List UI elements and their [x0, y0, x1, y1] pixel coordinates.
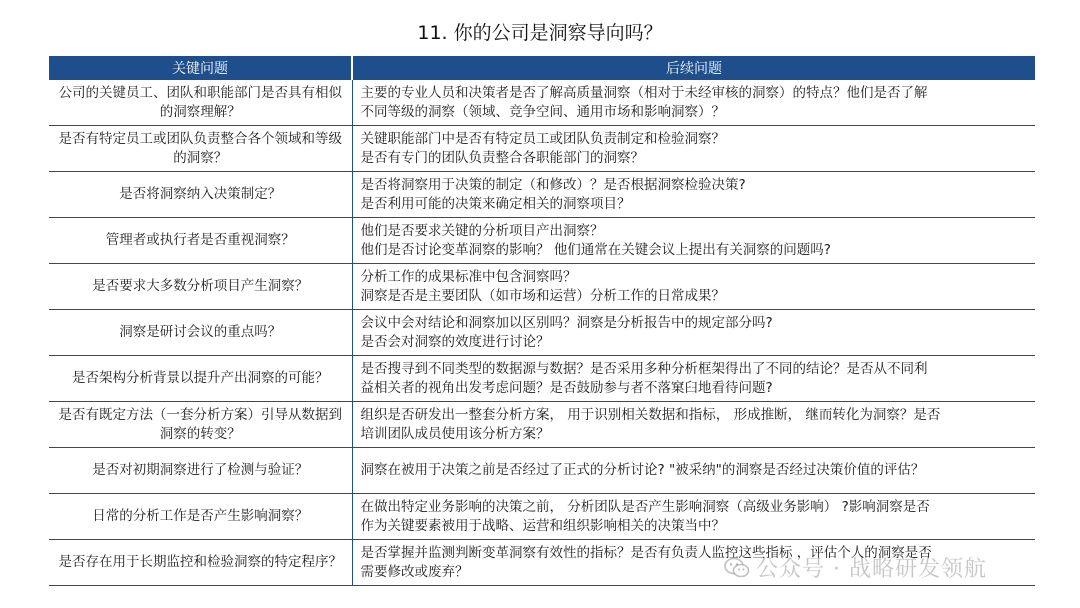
follow-up-cell	[352, 448, 1035, 494]
follow-up-line: 培训团队成员使用该分析方案？	[360, 425, 550, 442]
key-question-cell: 洞察是研讨会议的重点吗？	[49, 310, 352, 356]
follow-up-cell	[352, 310, 1035, 356]
follow-up-line: 是否会对洞察的效度进行讨论？	[360, 333, 550, 350]
follow-up-line: 分析工作的成果标准中包含洞察吗？	[360, 268, 577, 285]
follow-up-line: 他们是否要求关键的分析项目产出洞察？	[360, 222, 604, 239]
follow-up-cell	[352, 172, 1035, 218]
page-title: 11. 你的公司是洞察导向吗？	[417, 22, 663, 44]
follow-up-line: 会议中会对结论和洞察加以区别吗？洞察是分析报告中的规定部分吗?	[360, 314, 773, 331]
watermark	[724, 552, 987, 583]
follow-up-line: 作为关键要素被用于战略、运营和组织影响相关的决策当中？	[360, 517, 725, 534]
key-question-cell: 是否架构分析背景以提升产出洞察的可能？	[49, 356, 352, 402]
follow-up-cell	[352, 80, 1035, 126]
follow-up-cell	[352, 264, 1035, 310]
insight-question-table	[49, 56, 1035, 586]
follow-up-line: 不同等级的洞察（领域、竞争空间、通用市场和影响洞察）？	[360, 103, 725, 120]
table-row	[49, 402, 1035, 448]
header-key-question: 关键问题	[49, 56, 352, 80]
follow-up-line: 是否利用可能的决策来确定相关的洞察项目？	[360, 195, 631, 212]
key-question-cell: 公司的关键员工、团队和职能部门是否具有相似的洞察理解？	[49, 80, 352, 126]
key-question-cell: 是否将洞察纳入决策制定？	[49, 172, 352, 218]
follow-up-cell	[352, 356, 1035, 402]
follow-up-line: 益相关者的视角出发考虑问题？是否鼓励参与者不落窠臼地看待问题?	[360, 379, 773, 396]
table-row	[49, 218, 1035, 264]
table-row	[49, 448, 1035, 494]
table-row	[49, 310, 1035, 356]
follow-up-line: 主要的专业人员和决策者是否了解高质量洞察（相对于未经审核的洞察）的特点？他们是否了解	[360, 84, 928, 101]
table-body	[49, 80, 1035, 586]
table-row	[49, 356, 1035, 402]
table-row	[49, 80, 1035, 126]
key-question-cell: 是否有既定方法（一套分析方案）引导从数据到洞察的转变？	[49, 402, 352, 448]
table-row	[49, 172, 1035, 218]
follow-up-line: 他们是否讨论变革洞察的影响？ 他们通常在关键会议上提出有关洞察的问题吗?	[360, 241, 831, 258]
follow-up-line: 是否掌握并监测判断变革洞察有效性的指标？是否有负责人监控这些指标 ，评估个人的洞察是否	[360, 544, 932, 561]
table-row	[49, 264, 1035, 310]
follow-up-line: 需要修改或废弃？	[360, 563, 469, 580]
key-question-cell: 是否对初期洞察进行了检测与验证？	[49, 448, 352, 494]
key-question-cell: 是否有特定员工或团队负责整合各个领域和等级的洞察？	[49, 126, 352, 172]
follow-up-line: 是否搜寻到不同类型的数据源与数据？是否采用多种分析框架得出了不同的结论？是否从不同利	[360, 360, 928, 377]
follow-up-line: 在做出特定业务影响的决策之前， 分析团队是否产生影响洞察（高级业务影响） ?影响洞察是否	[360, 498, 930, 515]
follow-up-cell	[352, 218, 1035, 264]
follow-up-line: 是否将洞察用于决策的制定（和修改）？是否根据洞察检验决策?	[360, 176, 746, 193]
follow-up-cell	[352, 494, 1035, 540]
follow-up-line: 组织是否研发出一整套分析方案， 用于识别相关数据和指标， 形成推断， 继而转化为洞察？是否	[360, 406, 941, 423]
follow-up-cell	[352, 126, 1035, 172]
follow-up-cell	[352, 402, 1035, 448]
key-question-cell: 管理者或执行者是否重视洞察？	[49, 218, 352, 264]
header-follow-up: 后续问题	[352, 56, 1035, 80]
wechat-icon	[724, 557, 750, 579]
follow-up-line: 洞察在被用于决策之前是否经过了正式的分析讨论? "被采纳"的洞察是否经过决策价值的评估？	[360, 462, 925, 478]
key-question-cell: 日常的分析工作是否产生影响洞察？	[49, 494, 352, 540]
key-question-cell: 是否存在用于长期监控和检验洞察的特定程序？	[49, 540, 352, 586]
follow-up-line: 是否有专门的团队负责整合各职能部门的洞察？	[360, 149, 644, 166]
follow-up-line: 关键职能部门中是否有特定员工或团队负责制定和检验洞察？	[360, 130, 725, 147]
watermark-text: 公众号 · 战略研发领航	[756, 557, 987, 582]
key-question-cell: 是否要求大多数分析项目产生洞察？	[49, 264, 352, 310]
table-row	[49, 126, 1035, 172]
table-header-row	[49, 56, 1035, 80]
follow-up-line: 洞察是否是主要团队（如市场和运营）分析工作的日常成果？	[360, 287, 725, 304]
table-row	[49, 494, 1035, 540]
